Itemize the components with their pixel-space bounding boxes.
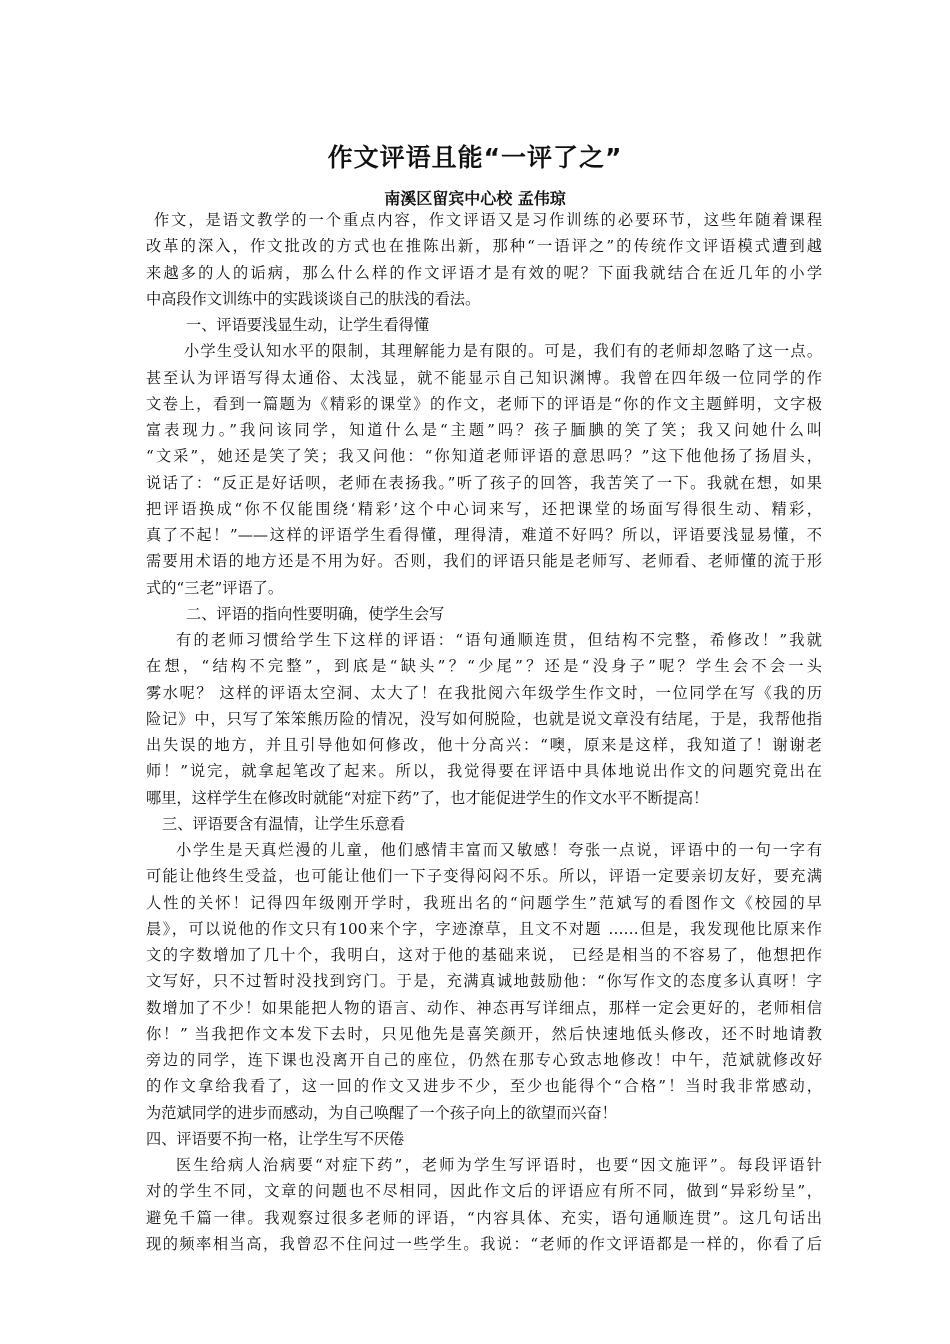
- section-heading: 一、评语要浅显生动，让学生看得懂: [186, 316, 429, 334]
- paragraph-line: 现的频率相当高，我曾忍不住问过一些学生。我说：“老师的作文评语都是一样的，你看了后: [146, 1234, 822, 1253]
- paragraph-line: 作文，是语文教学的一个重点内容，作文评语又是习作训练的必要环节，这些年随着课程: [154, 211, 822, 229]
- paragraph-line: 式的“三老”评语了。: [146, 578, 284, 597]
- paragraph-line: 晨》，可以说他的作文只有100来个字，字迹潦草，且文不对题 ……但是，我发现他比原来作: [146, 919, 822, 938]
- paragraph-line: 雾水呢？ 这样的评语太空洞、太大了！在我批阅六年级学生作文时，一位同学在写《我的历: [146, 683, 822, 702]
- paragraph-line: 医生给病人治病要“对症下药”，老师为学生写评语时，也要“因文施评”。每段评语针: [176, 1156, 822, 1174]
- paragraph-line: 哪里，这样学生在修改时就能“对症下药”了，也才能促进学生的作文水平不断提高！: [146, 788, 709, 807]
- paragraph-line: 富表现力。”我问该同学，知道什么是“主题”吗？孩子腼腆的笑了笑；我又问她什么叫: [146, 421, 822, 439]
- section-heading: 四、评语要不拘一格，让学生写不厌倦: [146, 1129, 405, 1148]
- paragraph-line: 的作文拿给我看了，这一回的作文又进步不少，至少也能得个“合格”！当时我非常感动，: [146, 1077, 822, 1096]
- paragraph-line: 有的老师习惯给学生下这样的评语：“语句通顺连贯，但结构不完整，希修改！”我就: [176, 631, 822, 649]
- paragraph-line: 改革的深入，作文批改的方式也在推陈出新，那种“一语评之”的传统作文评语模式遭到越: [146, 237, 822, 256]
- paragraph-line: 需要用术语的地方还是不用为好。否则，我们的评语只能是老师写、老师看、老师懂的流于形: [146, 552, 822, 571]
- paragraph-line: 对的学生不同，文章的问题也不尽相同，因此作文后的评语应有所不同，做到“异彩纷呈”，: [146, 1182, 822, 1201]
- paragraph-line: 小学生受认知水平的限制，其理解能力是有限的。可是，我们有的老师却忽略了这一点。: [184, 342, 822, 361]
- paragraph-line: 文写好，只不过暂时没找到窍门。于是，充满真诚地鼓励他：“你写作文的态度多认真呀！字: [146, 972, 822, 991]
- paragraph-line: 文的字数增加了几十个，我明白，这对于他的基础来说， 已经是相当的不容易了，他想把作: [146, 946, 822, 964]
- document-body: [146, 207, 822, 1257]
- paragraph-line: 避免千篇一律。我观察过很多老师的评语，“内容具体、充实，语句通顺连贯”。这几句话出: [146, 1208, 822, 1227]
- paragraph-line: 可能让他终生受益，也可能让他们一下子变得闷闷不乐。所以，评语一定要亲切友好，要充满: [146, 867, 822, 886]
- section-heading: 三、评语要含有温情，让学生乐意看: [162, 814, 405, 833]
- paragraph-line: 旁边的同学，连下课也没离开自己的座位，仍然在那专心致志地修改！中午，范斌就修改好: [146, 1051, 822, 1069]
- page-title: 作文评语且能“一评了之”: [327, 143, 623, 172]
- paragraph-line: 来越多的人的诟病，那么什么样的作文评语才是有效的呢？下面我就结合在近几年的小学: [146, 263, 822, 282]
- paragraph-line: 说话了：“反正是好话呗，老师在表扬我。”听了孩子的回答，我苦笑了一下。我就在想，如果: [146, 473, 822, 492]
- paragraph-line: 人性的关怀！记得四年级刚开学时，我班出名的“问题学生”范斌写的看图作文《校园的早: [146, 893, 822, 912]
- paragraph-line: 数增加了不少！如果能把人物的语言、动作、神态再写详细点，那样一定会更好的，老师相信: [146, 998, 822, 1017]
- paragraph-line: 你！” 当我把作文本发下去时，只见他先是喜笑颜开，然后快速地低头修改，还不时地请教: [146, 1024, 822, 1043]
- section-heading: 二、评语的指向性要明确，使学生会写: [186, 604, 445, 623]
- author-line: 南溪区留宾中心校 孟伟琼: [384, 189, 566, 208]
- paragraph-line: 师！”说完，就拿起笔改了起来。所以，我觉得要在评语中具体地说出作文的问题究竟出在: [146, 762, 822, 781]
- paragraph-line: 真了不起！”——这样的评语学生看得懂，理得清，难道不好吗？所以，评语要浅显易懂，不: [146, 526, 822, 544]
- paragraph-line: 险记》中，只写了笨笨熊历险的情况，没写如何脱险，也就是说文章没有结尾，于是，我帮他指: [146, 709, 822, 728]
- paragraph-line: 文卷上，看到一篇题为《精彩的课堂》的作文，老师下的评语是“你的作文主题鲜明，文字极: [146, 394, 822, 413]
- paragraph-line: 出失误的地方，并且引导他如何修改，他十分高兴：“噢，原来是这样，我知道了！谢谢老: [146, 736, 822, 754]
- paragraph-line: 甚至认为评语写得太通俗、太浅显，就不能显示自己知识渊博。我曾在四年级一位同学的作: [146, 368, 822, 387]
- paragraph-line: 把评语换成“你不仅能围绕‘精彩’这个中心词来写，还把课堂的场面写得很生动、精彩，: [146, 499, 822, 518]
- paragraph-line: 为范斌同学的进步而感动，为自己唤醒了一个孩子向上的欲望而兴奋！: [146, 1103, 617, 1122]
- paragraph-line: 在想，“结构不完整”，到底是“缺头”？“少尾”？还是“没身子”呢？学生会不会一头: [146, 657, 822, 676]
- paragraph-line: 中高段作文训练中的实践谈谈自己的肤浅的看法。: [146, 289, 481, 308]
- paragraph-line: 小学生是天真烂漫的儿童，他们感情丰富而又敏感！夸张一点说，评语中的一句一字有: [176, 841, 822, 859]
- paragraph-line: “文采”，她还是笑了笑；我又问他：“你知道老师评语的意思吗？”这下他他扬了扬眉头，: [146, 447, 822, 466]
